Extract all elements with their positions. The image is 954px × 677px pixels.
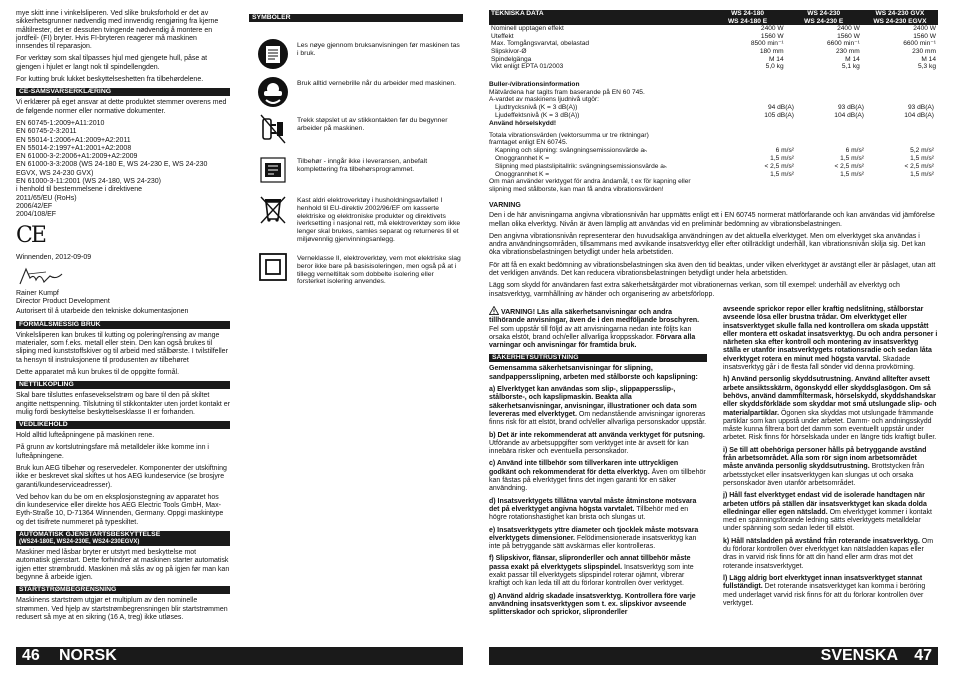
value-cell: < 2,5 m/s² (764, 162, 794, 170)
auto-restart-models: (WS24-180E, WS24-230E, WS24-230EGVX) (19, 539, 140, 546)
tech-data-title: TEKNISKA DATA (491, 10, 544, 17)
tech-data-row (489, 56, 938, 64)
maintenance-paragraph: Ved behov kan du be om en eksplosjonstegning av apparatet hos din kundeservice eller direkte hos AEG Electric Tools GmbH, Max-Eyth-Straße 10, D-71364 Winnenden, Germany. Oppgi maskintype og det tisifrete nummeret på typeskiltet. (16, 493, 224, 526)
ce-date: Winnenden, 2012-09-09 (16, 253, 92, 261)
safety-bold: b) Det är inte rekommenderat att använda verktyget för putsning. (489, 431, 705, 439)
value-cell: 1,5 m/s² (840, 170, 864, 178)
safety-paragraph (489, 432, 707, 457)
model-name: WS 24-230 E (804, 17, 844, 25)
symbol-row (249, 193, 463, 244)
model-name: WS 24-230 EGVX (873, 17, 927, 25)
tech-data-label: Slipskivor-Ø (491, 47, 527, 55)
ce-authorized: Autorisert til å utarbeide den tekniske dokumentasjonen (16, 308, 189, 316)
symbol-text: Kast aldri elektroverktøy i husholdningsavfallet! I henhold til EU-direktiv 2002/96/EF om kasserte elektriske og elektroniske produkter og direktivets iverksetting i nasjonal rett, må elektroverktøy som ikke lenger skal brukes, samles separat og returneres til et miljøvennlig gjenvinningsanlegg. (297, 197, 461, 243)
section-title-auto-restart (16, 531, 230, 546)
value-cell: 93 dB(A) (837, 104, 864, 112)
tech-data-label: Max. Tomgångsvarvtal, obelastad (491, 40, 590, 48)
warning-paragraph: Lägg som skydd för användaren fast extra säkerhetsåtgärder mot vibrationernas verkan, som till exempel: underhåll av elverktyg och insatsverktyg, varmhållning av händer och organisering av arbetsförlopp. (489, 282, 900, 298)
tech-data-value: 8500 min⁻¹ (750, 40, 784, 48)
general-warning (489, 306, 707, 350)
safety-text: Det roterande insatsverktyget kan komma i beröring med underlaget varvid risk finns för att du förlorar kontrollen över verktyget. (723, 583, 926, 607)
value-label: Onoggrannhet K = (495, 154, 550, 162)
section-title-nett: NETTILKOPLING (16, 381, 230, 389)
tech-data-value: 1560 W (913, 32, 936, 40)
left-column-1 (16, 10, 230, 626)
ce-name: Rainer Kumpf (16, 289, 59, 297)
symbol-text: Les nøye gjennom bruksanvisningen før maskinen tas i bruk. (297, 42, 460, 57)
symbol-row (249, 251, 463, 286)
left-page-footer (16, 647, 463, 665)
tech-data-value: 5,0 kg (765, 63, 784, 71)
tech-data-value: M 14 (845, 55, 860, 63)
tech-data-value: 230 mm (835, 47, 860, 55)
tech-data-value: 180 mm (759, 47, 784, 55)
vibration-intro-line: framtaget enligt EN 60745. (489, 139, 568, 147)
page-number-left: 46 (22, 647, 40, 664)
tech-data-value: M 14 (768, 55, 784, 63)
general-warning-text: Fel som uppstår till följd av att anvisningarna nedan inte följts kan orsaka elstöt, brand och/eller allvarliga kroppsskador. (489, 325, 692, 341)
symbol-row (249, 154, 463, 186)
tech-data-value: 1560 W (760, 32, 784, 40)
tech-data-row (489, 48, 938, 56)
value-row (489, 112, 938, 120)
safety-paragraph (489, 386, 707, 427)
noise-intro-line: A-vardet av maskinens ljudnivå utgör: (489, 96, 599, 104)
warning-title: VARNING (489, 201, 521, 209)
section-title-formal: FORMÅLSMESSIG BRUK (16, 321, 230, 329)
symbol-row (249, 38, 463, 70)
safety-text: Insatsverktyg som inte exakt passar till elverktygets slipspindel roterar ojämnt, vibrerar kraftigt och kan leda till att du förlorar kontrollen över verktyget. (489, 563, 694, 588)
model-name: WS 24-230 GVX (875, 10, 925, 17)
value-cell: 94 dB(A) (767, 104, 794, 112)
right-top-section (489, 10, 938, 303)
model-header (862, 10, 938, 25)
value-cell: 1,5 m/s² (910, 154, 934, 162)
section-title-symbols: SYMBOLER (249, 14, 463, 22)
hearing-protection-note: Använd hörselskydd! (489, 119, 557, 127)
tech-data-value: 230 mm (912, 47, 936, 55)
model-header (709, 10, 785, 25)
symbol-text: Trekk støpslet ut av stikkontakten før du begynner arbeider på maskinen. (297, 117, 448, 132)
vibration-intro-line: Totala vibrationsvärden (vektorsumma ur tre riktningar) (489, 131, 649, 139)
ce-standard-line: EN 60745-1:2009+A11:2010 (16, 119, 105, 127)
tech-data-label: Spindelgänga (491, 55, 532, 63)
safety-text: Ögonen ska skyddas mot utslungade främmande partiklar som kan uppstå under arbetet. Damm- och andningsskydd måste kunna filtrera bort det damm som eventuellt uppstår under arbetet. Risk finns för hörselskada under en längre tids kraftigt buller. (723, 409, 937, 442)
ce-standard-line: 2006/42/EF (16, 202, 53, 210)
tech-data-value: 1560 W (837, 32, 860, 40)
warning-paragraph: Den angivna vibrationsnivån representerar den huvudsakliga användningen av det aktuella elverktyget. Men om elverktyget ska användas i andra användningsområden, tillsammans med avvikande insatsverktyg eller efter otillräckligt underhåll, kan vibrationsnivån skilja sig. Det kan öka vibrationsbelastningen betydligt under hela arbetstiden. (489, 232, 926, 257)
safety-text: Skadade insatsverktyg går i de flesta fall sönder vid denna provkörning. (723, 355, 915, 372)
tech-data-row (489, 63, 938, 71)
safety-text: Om du förlorar kontrollen över elverktyget kan nätsladden kapas eller dras in varvid risk finns för att din hand eller arm dras mot det roterande insatsverktyget. (723, 537, 934, 570)
tech-data-row (489, 40, 938, 48)
tech-data-value: 5,3 kg (918, 63, 936, 71)
tech-data-label: Vikt enligt EPTA 01/2003 (491, 63, 564, 71)
formal-paragraph: Dette apparatet må kun brukes til de oppgitte formål. (16, 368, 180, 376)
safety-paragraph (489, 527, 707, 552)
intro-paragraph: mye skitt inne i vinkelsliperen. Ved slike bruksforhold er det av sikkerhetsgrunner nødvendig med innvendig rengjøring fra kjerne måltilrester, det er dessuten tvingende nødvendig å montere en jordfeil- (FI) bryter. Hvis FI-bryteren reagerer må maskinen innsendes til reparasjon. (16, 10, 219, 51)
double-insulation-icon (257, 251, 289, 283)
model-name: WS 24-180 E (727, 17, 768, 25)
warning-paragraph: Den i de här anvisningarna angivna vibrationsnivån har uppmätts enligt ett i EN 60745 normerat mätförfarande och kan användas vid jämförelse mellan olika elverktyg. Nivån är även lämplig att användas vid en preliminär bedömning av vibrationsbelastningen. (489, 212, 935, 228)
nett-paragraph: Skal bare tilsluttes enfasevekselstrøm og bare til den på skiltet angitte nettspenning. Tilslutning til stikkontakter uten jordet kontakt er mulig fordi beskyttelse beskyttelsesklasse II er forhanden. (16, 392, 231, 416)
right-page-footer (489, 647, 938, 665)
auto-restart-title: AUTOMATISK GJENSTARTSBESKYTTELSE (19, 531, 161, 539)
maintenance-paragraph: På grunn av kortslutningsfare må metalldeler ikke komme inn i lufteåpningene. (16, 444, 209, 460)
auto-restart-paragraph: Maskiner med låsbar bryter er utstyrt med beskyttelse mot automatisk gjenstart. Dette forhindrer at maskinen starter automatisk igjen etter strømbrudd. Maskinen må slås av og på igjen før man kan begynne å arbeide igjen. (16, 549, 230, 581)
value-cell: 1,5 m/s² (840, 154, 864, 162)
model-name: WS 24-230 (807, 10, 841, 17)
tech-data-header-row (489, 10, 938, 25)
section-title-ce: CE-SAMSVARSERKLÆRING (16, 88, 230, 96)
general-warning-bold: VARNING! Läs alla säkerhetsanvisningar och andra tillhörande anvisningar, även de i den medföljande broschyren. (489, 309, 700, 325)
value-cell: 104 dB(A) (904, 111, 934, 119)
safety-paragraph (723, 306, 938, 372)
tech-data-value: 6600 min⁻¹ (903, 40, 936, 48)
language-label-left: NORSK (59, 647, 117, 664)
tech-data-value: M 14 (921, 55, 936, 63)
model-name: WS 24-180 (731, 10, 765, 17)
warning-triangle-icon (489, 306, 499, 315)
tech-data-value: 2400 W (837, 25, 860, 33)
safety-paragraph (723, 376, 938, 442)
value-cell: 6 m/s² (775, 147, 794, 155)
value-cell: < 2,5 m/s² (904, 162, 934, 170)
maintenance-paragraph: Hold alltid lufteåpningene på maskinen rene. (16, 432, 155, 440)
unplug-icon (257, 113, 289, 145)
safety-text: Felödimensionerade insatsverktyg kan inte på betryggande sätt avskärmas eller kontrolleras. (489, 534, 697, 551)
right-column-2 (723, 306, 938, 612)
value-cell: 5,2 m/s² (910, 147, 934, 155)
accessories-icon (257, 154, 289, 186)
ce-standard-line: EN 60745-2-3:2011 (16, 128, 77, 136)
ce-standards-list (16, 120, 230, 220)
warning-paragraph: För att få en exakt bedömning av vibrationsbelastningen ska även den tid beaktas, under vilken elverktyget är avstängt eller är påslaget, utan att det verkligen används. Det kan reducera vibrationsbelastningen betydligt under hela arbetstiden. (489, 261, 936, 277)
value-label: Slipning med plastslipitallrik: svängningsemissionsvärde aₕ (495, 162, 667, 170)
section-title-start-current: STARTSTRØMBEGRENSNING (16, 586, 230, 594)
safety-bold: Gemensamma säkerhetsanvisningar för slipning, sandpappersslipning, arbeten med stålborste och kapslipning: (489, 365, 698, 381)
model-header (786, 10, 862, 25)
ce-standard-line: 2011/65/EU (RoHs) (16, 194, 77, 202)
ce-text: Vi erklærer på eget ansvar at dette produktet stemmer overens med de følgende normer eller normative dokumenter. (16, 99, 227, 115)
symbol-text: Verneklasse II, elektroverktøy, vern mot elektriske slag beror ikke bare på basisisoleringen, men også på at i tillegg verneltiltak som dobbelte isolering eller forsterket isolering anvendes. (297, 255, 461, 286)
safety-paragraph (489, 460, 707, 493)
safety-paragraph (723, 447, 938, 488)
tech-data-label: Nominell upptagen effekt (491, 25, 564, 33)
safety-bold: i) Se till att obehöriga personer hålls på betryggande avstånd från arbetsområdet. Alla som rör sign inom arbetsområdet måste använda personlig skyddsutrustning. (723, 446, 927, 471)
noise-title: Buller-/vibrationsinformation (489, 80, 580, 88)
formal-paragraph: Vinkelsliperen kan brukes til kutting og polering/rensing av mange materialer, som f.eks. metall eller stein. Den kan også brukes til sliping med kunststoffskiver og til arbeid med stålbørste. I tvilstilfeller ta hensyn til instruksjonene til produsenten av tilbehøret (16, 331, 228, 364)
safety-bold: d) Insatsverktygets tillåtna varvtal måste åtminstone motsvara det på elverktyget angivna högsta varvtalet. (489, 497, 697, 513)
safety-text: Även om tillbehör kan fästas på elverktyget finns det ingen garanti för en säker användning. (489, 468, 706, 493)
symbol-row (249, 76, 463, 108)
safety-text: Tillbehör med en högre rotationshastighet kan brista och slungas ut. (489, 505, 689, 522)
safety-paragraph (723, 538, 938, 571)
value-label: Ljudtrycksnivå (K = 3 dB(A)) (495, 104, 578, 112)
ce-role: Director Product Development (16, 298, 110, 306)
section-title-safety: SÄKERHETSUTRUSTNING (489, 354, 707, 362)
maintenance-paragraph: Bruk kun AEG tilbehør og reservedeler. Komponenter der utskiftning ikke er beskrevet skal skiftes ut hos AEG kundeservice (se brosjyre garanti/kundeserviceadresser). (16, 464, 227, 489)
safety-text: Utförande av arbetsuppgifter som verktyget inte är avsett för kan innebära risker och eventuella personskador. (489, 439, 689, 456)
symbol-text: Tilbehør - inngår ikke i leveransen, anbefalt komplettering fra tilbehørsprogrammet. (297, 158, 428, 173)
section-title-maintenance: VEDLIKEHOLD (16, 421, 230, 429)
safety-bold: j) Håll fast elverktyget endast vid de isolerade handtagen när arbeten utförs på ställen där insatsverktyget kan skada dolda elledningar eller egen nätsladd. (723, 492, 927, 516)
ce-standard-line: EN 55014-1:2006+A1:2009+A2:2011 (16, 136, 131, 144)
safety-bold: g) Använd aldrig skadade insatsverktyg. Kontrollera före varje användning insatsverktygen som t. ex. slipskivor avseende splitterskador och sprickor, slipronderller (489, 592, 696, 617)
value-cell: 93 dB(A) (907, 104, 934, 112)
value-cell: 105 dB(A) (764, 111, 794, 119)
value-row (489, 155, 938, 163)
safety-bold: k) Håll nätsladden på avstånd från roterande insatsverktyg. (723, 537, 920, 545)
value-cell: 104 dB(A) (834, 111, 864, 119)
ce-standard-line: i henhold til bestemmelsene i direktivene (16, 186, 143, 194)
value-label: Kapning och slipning: svängningsemissionsvärde aₕ (495, 147, 647, 155)
value-cell: 1,5 m/s² (910, 170, 934, 178)
safety-bold: f) Slipskivor, flänsar, slipronderller och annat tillbehör måste passa exakt på elverktygets slipspindel. (489, 555, 691, 571)
right-column-1 (489, 306, 707, 622)
safety-text: Brottstycken från arbetsstycket eller insatsverktygen kan slungas ut och orsaka personskador även utanför arbetsområdet. (723, 463, 925, 487)
vibration-note: Om man använder verktyget för andra ändamål, t ex för kapning eller slipning med stålborste, kan man få andra vibrationsvärden! (489, 178, 691, 194)
safety-bold: h) Använd personlig skyddsutrustning. Använd alltefter avsett arbete ansiktsskärm, ögonskydd eller skyddsglasögon. Om så behövs, använd dammfiltermask, hörselskydd, skyddshandskar eller skyddsförkläde som skyddar mot små utslungade slip- och materialpartiklar. (723, 376, 937, 417)
safety-paragraph (489, 593, 707, 618)
symbol-text: Bruk alltid vernebrille når du arbeider med maskinen. (297, 80, 457, 87)
signature-image (16, 266, 66, 288)
safety-bold: l) Lägg aldrig bort elverktyget innan insatsverktyget stannat fullständigt. (723, 574, 923, 591)
language-label-right: SVENSKA (820, 647, 898, 664)
symbol-row (249, 113, 463, 145)
tech-data-table (489, 10, 938, 71)
value-cell: 1,5 m/s² (770, 154, 794, 162)
safety-paragraph (489, 498, 707, 523)
intro-paragraph: For kutting bruk lukket beskyttelseshetten fra tilbehørdelene. (16, 76, 204, 84)
tech-data-value: 2400 W (913, 25, 936, 33)
tech-data-value: 2400 W (760, 25, 784, 33)
safety-goggles-icon (257, 76, 289, 108)
safety-paragraph (723, 575, 938, 608)
safety-text: Om nedanstående anvisningar ignoreras finns risk för att elstöt, brand och/eller allvarliga personskador uppstår. (489, 410, 707, 427)
safety-paragraph (489, 555, 707, 588)
page-number-right: 47 (914, 647, 932, 664)
tech-data-row (489, 25, 938, 33)
ce-standard-line: EN 61000-3-11:2001 (WS 24-180, WS 24-230) (16, 178, 162, 186)
safety-bold: e) Insatsverktygets yttre diameter och tjocklek måste motsvara elverktygets dimensioner. (489, 526, 699, 542)
value-cell: 6 m/s² (845, 147, 864, 155)
value-cell: 1,5 m/s² (770, 170, 794, 178)
safety-paragraph (489, 365, 707, 382)
value-row (489, 163, 938, 171)
ce-standard-line: EN 61000-3-3:2008 (WS 24-180 E, WS 24-230 E, WS 24-230 EGVX, WS 24-230 GVX) (16, 161, 208, 177)
intro-paragraph: For verktøy som skal tilpasses hjul med gjengete hull, påse at gjengen i hjulet er langt nok til spindellengden. (16, 55, 208, 71)
general-warning-keep: Förvara alla varningar och anvisningar för framtida bruk. (489, 333, 696, 350)
value-label: Onoggrannhet K = (495, 170, 550, 178)
safety-text: Om elverktyget kommer i kontakt med en spänningsförande ledning sätts elverktygets metalldelar under spänning som sedan leder till elstöt. (723, 508, 932, 533)
ce-standard-line: EN 61000-3-2:2006+A1:2009+A2:2009 (16, 153, 138, 161)
manual-icon (257, 38, 289, 70)
value-label: Ljudeffektsnivå (K = 3 dB(A)) (495, 111, 580, 119)
safety-bold: a) Elverktyget kan användas som slip-, slippappersslip-, stålborste-, och kapslipmaskin. Beakta alla säkerhetsanvisningar, anvisningar, illustrationer och data som levereras med elverktyget. (489, 386, 697, 418)
ce-mark: CE (16, 222, 45, 248)
ce-standard-line: 2004/108/EF (16, 211, 57, 219)
noise-intro-line: Mätvärdena har tagits fram baserande på EN 60 745. (489, 88, 645, 96)
value-cell: < 2,5 m/s² (834, 162, 864, 170)
start-current-paragraph: Maskinens startstrøm utgjør et multiplum av den nominelle strømmen. Ved hjelp av startstrømbegrensningen blir startstrømmen redusert så mye at en sikring (16 A, treg) ikke utløses. (16, 597, 228, 621)
crossed-bin-icon (257, 193, 289, 225)
value-row (489, 147, 938, 155)
left-column-2 (249, 10, 463, 286)
safety-paragraph (723, 492, 938, 533)
safety-bold: avseende sprickor repor eller kraftig nedslitning, stålborstar avseende lösa eller brustna trådar. Om elverktyget eller insatsverktyget skulle falla ned kontrollera om skada uppstått eller montera ett oskadat insatsverktyg. Du och andra personer i närheten ska efter kontroll och montering av insatsverktyg ställa er utanför insatsverktygets rotationsradie och sedan låta elverktyget rotera en minut med högsta varvtal. (723, 306, 938, 363)
noise-vibration-block (489, 81, 938, 194)
tech-data-value: 5,1 kg (841, 63, 860, 71)
safety-bold: c) Använd inte tillbehör som tillverkaren inte uttryckligen godkänt och rekommenderat för detta elverktyg. (489, 460, 679, 476)
tech-data-label: Uteffekt (491, 32, 514, 40)
ce-standard-line: EN 55014-2:1997+A1:2001+A2:2008 (16, 144, 132, 152)
tech-data-value: 6600 min⁻¹ (826, 40, 860, 48)
value-row (489, 104, 938, 112)
